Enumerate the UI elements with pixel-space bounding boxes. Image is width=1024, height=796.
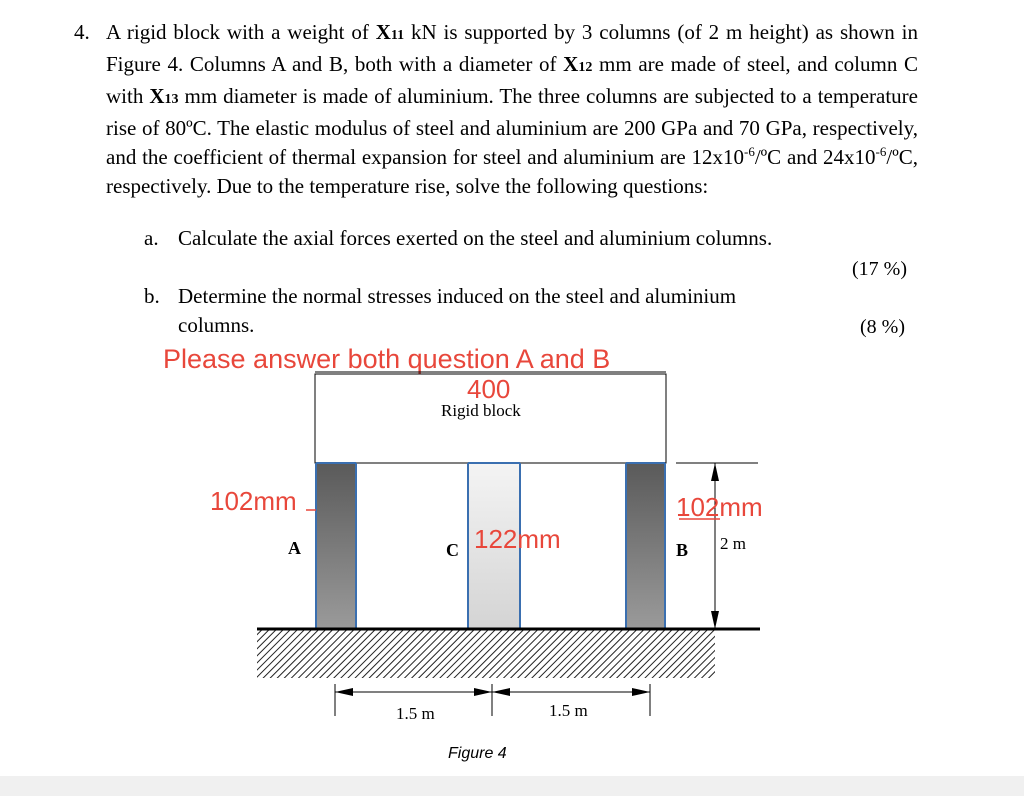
part-b-line1: Determine the normal stresses induced on the steel and aluminium bbox=[178, 284, 737, 308]
part-b-line2: columns. bbox=[178, 313, 255, 337]
span-2-label: 1.5 m bbox=[549, 701, 588, 720]
part-b-letter: b. bbox=[144, 284, 160, 308]
part-a-marks: (17 %) bbox=[852, 258, 907, 280]
column-c-diameter-annotation: 122mm bbox=[474, 524, 561, 554]
figure-caption: Figure 4 bbox=[448, 745, 507, 762]
ground-hatch bbox=[257, 628, 715, 678]
column-a-label: A bbox=[288, 538, 301, 558]
question-number: 4. bbox=[74, 20, 90, 44]
column-b-label: B bbox=[676, 540, 689, 560]
column-a bbox=[316, 463, 356, 628]
part-a-letter: a. bbox=[144, 226, 159, 250]
question-text: A rigid block with a weight of X11 kN is supported by 3 columns (of 2 m height) as shown in Figure 4. Columns A and B, both with a diameter of X12 mm are made of steel, and column C with X13 mm diameter is made of aluminium. The three columns are subjected to a temperature rise of 80ºC. The elastic modulus of steel and aluminium are 200 GPa and 70 GPa, respectively, and the coefficient of thermal expansion for steel and aluminium are $12x10^{-6}/ºC$ and $24x10^{-6}/ºC$, respectively. Due to the temperature rise, solve the following questions: bbox=[106, 20, 919, 198]
bottom-strip bbox=[0, 776, 1024, 796]
height-label: 2 m bbox=[720, 534, 746, 553]
rigid-block-label: Rigid block bbox=[441, 401, 521, 420]
part-a-text: Calculate the axial forces exerted on the steel and aluminium columns. bbox=[178, 226, 773, 250]
column-c-label: C bbox=[446, 540, 459, 560]
column-a-diameter-annotation: 102mm bbox=[210, 486, 297, 516]
answer-request-note: Please answer both question A and B bbox=[163, 344, 611, 374]
part-b-marks: (8 %) bbox=[860, 316, 905, 338]
span-dimension bbox=[335, 684, 650, 716]
span-1-label: 1.5 m bbox=[396, 704, 435, 723]
column-b-diameter-annotation: 102mm bbox=[676, 492, 763, 522]
column-b bbox=[626, 463, 665, 628]
block-weight-annotation: 400 bbox=[467, 374, 511, 404]
